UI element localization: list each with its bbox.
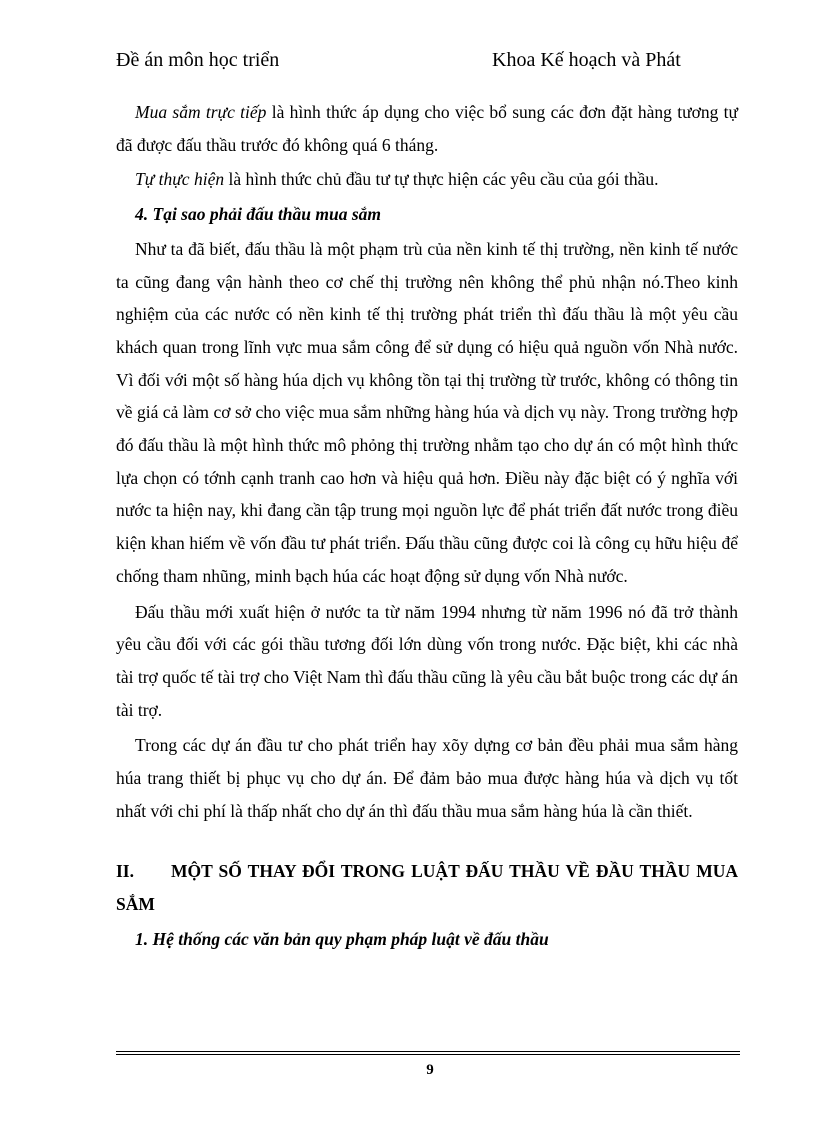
paragraph-direct-purchase-text: là hình thức áp dụng cho việc bổ sung các đơn đặt hàng tương tự đã được đấu thầu trước đó không quá 6 tháng. — [116, 102, 738, 155]
document-body — [116, 96, 738, 956]
section-title: MỘT SỐ THAY ĐỔI TRONG LUẬT ĐẤU THẦU VỀ ĐẦU THẦU MUA SẮM — [116, 861, 738, 915]
paragraph-self-implementation — [116, 163, 738, 196]
paragraph-bidding-rationale: Như ta đã biết, đấu thầu là một phạm trù của nền kinh tế thị trường, nền kinh tế nước ta cũng đang vận hành theo cơ chế thị trường nên không thể phủ nhận nó.Theo kinh nghiệm của các nước có nền kinh tế thị trường phát triển thì đấu thầu là một yêu cầu khách quan trong lĩnh vực mua sắm công để sử dụng có hiệu quả nguồn vốn Nhà nước. Vì đối với một số hàng húa dịch vụ không tồn tại thị trường từ trước, không có thông tin về giá cả làm cơ sở cho việc mua sắm những hàng húa và dịch vụ này. Trong trường hợp đó đấu thầu là một hình thức mô phỏng thị trường nhằm tạo cho dự án có một hình thức lựa chọn có tớnh cạnh tranh cao hơn và hiệu quả hơn. Điều này đặc biệt có ý nghĩa với nước ta hiện nay, khi đang cần tập trung mọi nguồn lực để phát triển đất nước trong điều kiện khan hiếm về vốn đầu tư phát triển. Đấu thầu cũng được coi là công cụ hữu hiệu để chống tham nhũng, minh bạch húa các hoạt động sử dụng vốn Nhà nước. — [116, 238, 738, 586]
paragraph-direct-purchase — [116, 96, 738, 161]
footer-line-top — [116, 1051, 740, 1052]
section-heading-ii — [116, 855, 738, 921]
section-number: II. — [116, 861, 134, 882]
paragraph-bidding-necessity: Trong các dự án đầu tư cho phát triển hay xõy dựng cơ bản đều phải mua sắm hàng húa trang thiết bị phục vụ cho dự án. Để đảm bảo mua được hàng húa và dịch vụ tốt nhất với chi phí là thấp nhất cho dự án thì đấu thầu mua sắm hàng húa là cần thiết. — [116, 735, 738, 821]
footer-rule — [116, 1051, 740, 1055]
footer-line-bottom — [116, 1054, 740, 1055]
term-self-implementation: Tự thực hiện — [135, 169, 225, 190]
header-right-text: Khoa Kế hoạch và Phát — [492, 49, 681, 71]
paragraph-bidding-history: Đấu thầu mới xuất hiện ở nước ta từ năm 1994 nhưng từ năm 1996 nó đã trở thành yêu cầu đối với các gói thầu tương đối lớn dùng vốn trong nước. Đặc biệt, khi các nhà tài trợ quốc tế tài trợ cho Việt Nam thì đấu thầu cũng là yêu cầu bắt buộc trong các dự án tài trợ. — [116, 601, 738, 720]
term-direct-purchase: Mua sắm trực tiếp — [135, 102, 267, 122]
heading-why-bidding: 4. Tại sao phải đấu thầu mua sắm — [135, 204, 382, 225]
paragraph-self-implementation-text: là hình thức chủ đầu tư tự thực hiện các yêu cầu của gói thầu. — [224, 169, 659, 190]
subheading-legal-documents: 1. Hệ thống các văn bản quy phạm pháp luật về đấu thầu — [135, 929, 549, 950]
header-left-text: Đề án môn học triển — [116, 49, 280, 71]
page-number: 9 — [426, 1062, 434, 1078]
